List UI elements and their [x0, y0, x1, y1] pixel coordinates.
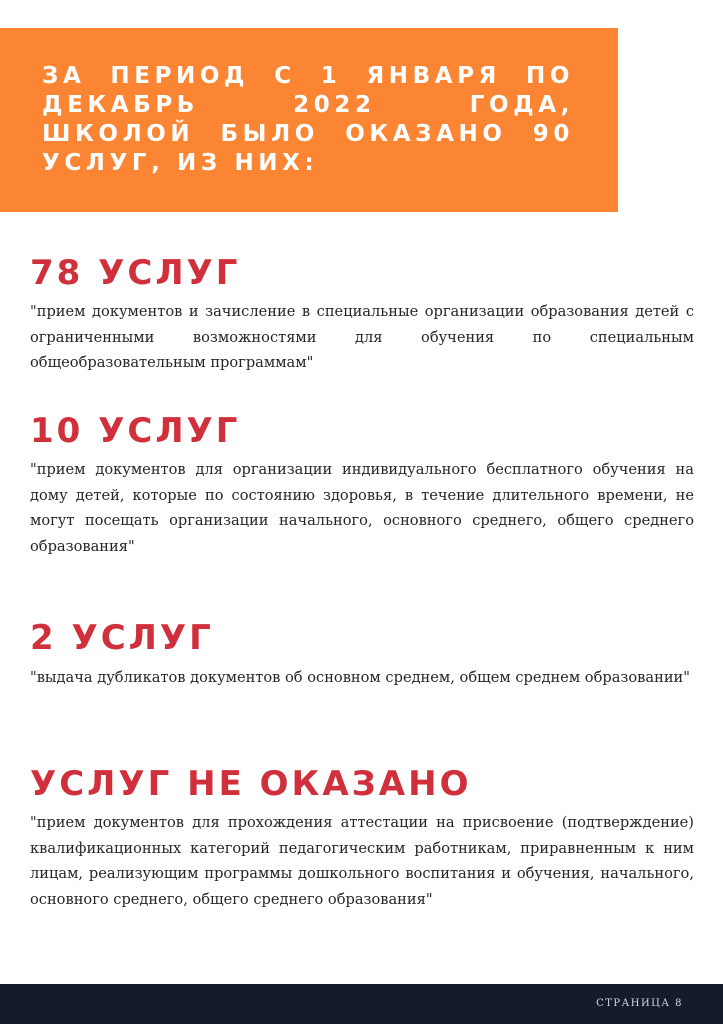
section-heading: 2 УСЛУГ [30, 618, 214, 658]
service-section-78 [30, 253, 694, 376]
section-heading: 78 УСЛУГ [30, 253, 241, 293]
section-description: "прием документов для прохождения аттестации на присвоение (подтверждение) квалификационных категорий педагогическим работникам, приравненным к ним лицам, реализующим программы дошкольного воспитания и обучения, начального, основного среднего, общего среднего образования" [30, 814, 694, 908]
section-heading: УСЛУГ НЕ ОКАЗАНО [30, 764, 472, 804]
section-heading: 10 УСЛУГ [30, 411, 241, 451]
section-description: "прием документов для организации индивидуального бесплатного обучения на дому детей, которые по состоянию здоровья, в течение длительного времени, не могут посещать организации начального, основного среднего, общего среднего образования" [30, 461, 694, 555]
service-section-10 [30, 411, 694, 559]
service-section-not-provided [30, 764, 694, 912]
banner-title: ЗА ПЕРИОД С 1 ЯНВАРЯ ПО ДЕКАБРЬ 2022 ГОДА, ШКОЛОЙ БЫЛО ОКАЗАНО 90 УСЛУГ, ИЗ НИХ: [42, 63, 574, 176]
page-number: СТРАНИЦА 8 [596, 998, 683, 1009]
footer-bar [0, 984, 723, 1024]
section-description: "прием документов и зачисление в специальные организации образования детей с ограниченными возможностями для обучения по специальным общеобразовательным программам" [30, 303, 694, 371]
service-section-2 [30, 618, 694, 691]
section-description: "выдача дубликатов документов об основном среднем, общем среднем образовании" [30, 669, 690, 686]
